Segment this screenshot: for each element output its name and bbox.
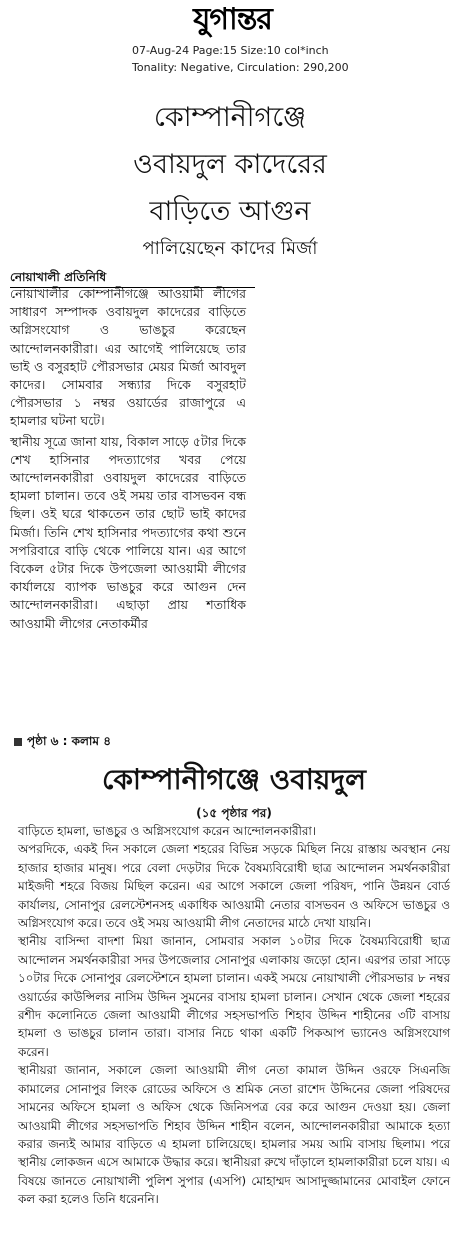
clipping-meta-line-2: Tonality: Negative, Circulation: 290,200 (132, 61, 349, 74)
continuation-body (18, 822, 450, 1209)
article-body (10, 285, 246, 633)
continued-to-label: পৃষ্ঠা ৬ : কলাম ৪ (27, 734, 112, 748)
continuation-paragraph: স্থানীয়রা জানান, সকালে জেলা আওয়ামী লীগ নেতা কামাল উদ্দিন ওরফে সিএনজি কামালের সোনাপুর লিংক রোডের অফিসে ও শ্রমিক নেতা রাশেদ উদ্দিনের জেলা পরিষদের সামনের অফিসে হামলা ও অফিস থেকে জিনিসপত্র বের করে আগুন দেওয়া হয়। জেলা আওয়ামী লীগের সহসভাপতি শিহাব উদ্দিন শাহীন বলেন, আন্দোলনকারীরা আমাকে হত্যা করার জন্যই আমার বাড়িতে এ হামলা চালিয়েছে। হামলার সময় আমি বাসায় ছিলাম। পরে স্থানীয় লোকজন এসে আমাকে উদ্ধার করে। স্থানীয়রা রুখে দাঁড়ালে হামলাকারীরা চলে যায়। এ বিষয়ে জানতে নোয়াখালী পুলিশ সুপার (এসপি) মোহাম্মদ আসাদুজ্জামানের মোবাইল ফোনে কল করা হলেও তিনি ধরেননি। (18, 1063, 450, 1207)
continuation-paragraph: বাড়িতে হামলা, ভাঙচুর ও অগ্নিসংযোগ করেন আন্দোলনকারীরা। (18, 824, 317, 838)
headline-line-3: বাড়িতে আগুন (149, 196, 311, 227)
article-paragraph: স্থানীয় সূত্রে জানা যায়, বিকাল সাড়ে ৫টার দিকে শেখ হাসিনার পদত্যাগের খবর পেয়ে আন্দোলনকারীরা ওবায়দুল কাদেরের বাড়িতে হামলা চালান। তবে ওই সময় তার বাসভবন বন্ধ ছিল। ওই ঘরে থাকতেন তার ছোট ভাই কাদের মির্জা। তিনি শেখ হাসিনার পদত্যাগের কথা শুনে সপরিবারে বাড়ি থেকে পালিয়ে যান। এর আগে বিকেল ৫টার দিকে উপজেলা আওয়ামী লীগের কার্যালয়ে ব্যাপক ভাঙচুর করে আগুন দেন আন্দোলনকারীরা। এছাড়া প্রায় শতাধিক আওয়ামী লীগের নেতাকর্মীর (10, 433, 247, 631)
continued-from-label: (১৫ পৃষ্ঠার পর) (196, 806, 272, 820)
continuation-paragraph: স্থানীয় বাসিন্দা বাদশা মিয়া জানান, সোমবার সকাল ১০টার দিকে বৈষম্যবিরোধী ছাত্র আন্দোলন সমর্থনকারীরা সদর উপজেলার সোনাপুর এলাকায় জড়ো হোন। এরপর তারা সাড়ে ১০টার দিকে সোনাপুর রেলস্টেশনে হামলা চালান। একই সময়ে নোয়াখালী পৌরসভার ৮ নম্বর ওয়ার্ডের কাউন্সিলর নাসিম উদ্দিন সুমনের বাসায় হামলা চালান। সেখান থেকে জেলা শহরের রশীদ কলোনিতে জেলা আওয়ামী লীগের সহসভাপতি শিহাব উদ্দিন শাহীনের ৩টি বাসায় হামলা ও ভাঙচুর চালান তারা। বাসার নিচে থাকা একটি পিকআপ ভ্যানেও অগ্নিসংযোগ করেন। (18, 934, 450, 1059)
subheadline: পালিয়েছেন কাদের মির্জা (142, 238, 318, 259)
clipping-meta (132, 42, 462, 76)
square-bullet-icon (14, 738, 22, 746)
continuation-paragraph: অপরদিকে, একই দিন সকালে জেলা শহরের বিভিন্ন সড়কে মিছিল নিয়ে রাস্তায় অবস্থান নেয় হাজার হাজার মানুষ। পরে বেলা দেড়টার দিকে বৈষম্যবিরোধী ছাত্র আন্দোলন সমর্থনকারীরা মাইজদী শহরে বিজয় মিছিল করেন। এর আগে সকালে জেলা পরিষদ, পানি উন্নয়ন বোর্ড কার্যালয়, সোনাপুর রেলস্টেশনসহ একাধিক আওয়ামী নেতার বাসভবন ও অফিসে ভাঙচুর ও অগ্নিসংযোগ করে। তবে ওই সময় আওয়ামী লীগ নেতাদের মাঠে দেখা যায়নি। (18, 842, 450, 931)
byline: নোয়াখালী প্রতিনিধি (10, 267, 255, 288)
continued-to-jump (14, 733, 111, 749)
headline-line-1: কোম্পানীগঞ্জে (153, 102, 307, 133)
clipping-meta-line-1: 07-Aug-24 Page:15 Size:10 col*inch (132, 44, 329, 57)
headline-line-2: ওবায়দুল কাদেরের (133, 149, 327, 180)
newspaper-logo: যুগান্তর (193, 2, 272, 37)
continuation-headline: কোম্পানীগঞ্জে ওবায়দুল (101, 763, 366, 796)
article-paragraph: নোয়াখালীর কোম্পানীগঞ্জে আওয়ামী লীগের সাধারণ সম্পাদক ওবায়দুল কাদেরের বাড়িতে অগ্নিসংযোগ ও ভাঙচুর করেছেন আন্দোলনকারীরা। এর আগেই পালিয়েছে তার ভাই ও বসুরহাট পৌরসভার মেয়র মির্জা আবদুল কাদের। সোমবার সন্ধ্যার দিকে বসুরহাট পৌরসভার ১ নম্বর ওয়ার্ডের রাজাপুরে এ হামলার ঘটনা ঘটে। (10, 286, 246, 429)
masthead (0, 0, 468, 40)
